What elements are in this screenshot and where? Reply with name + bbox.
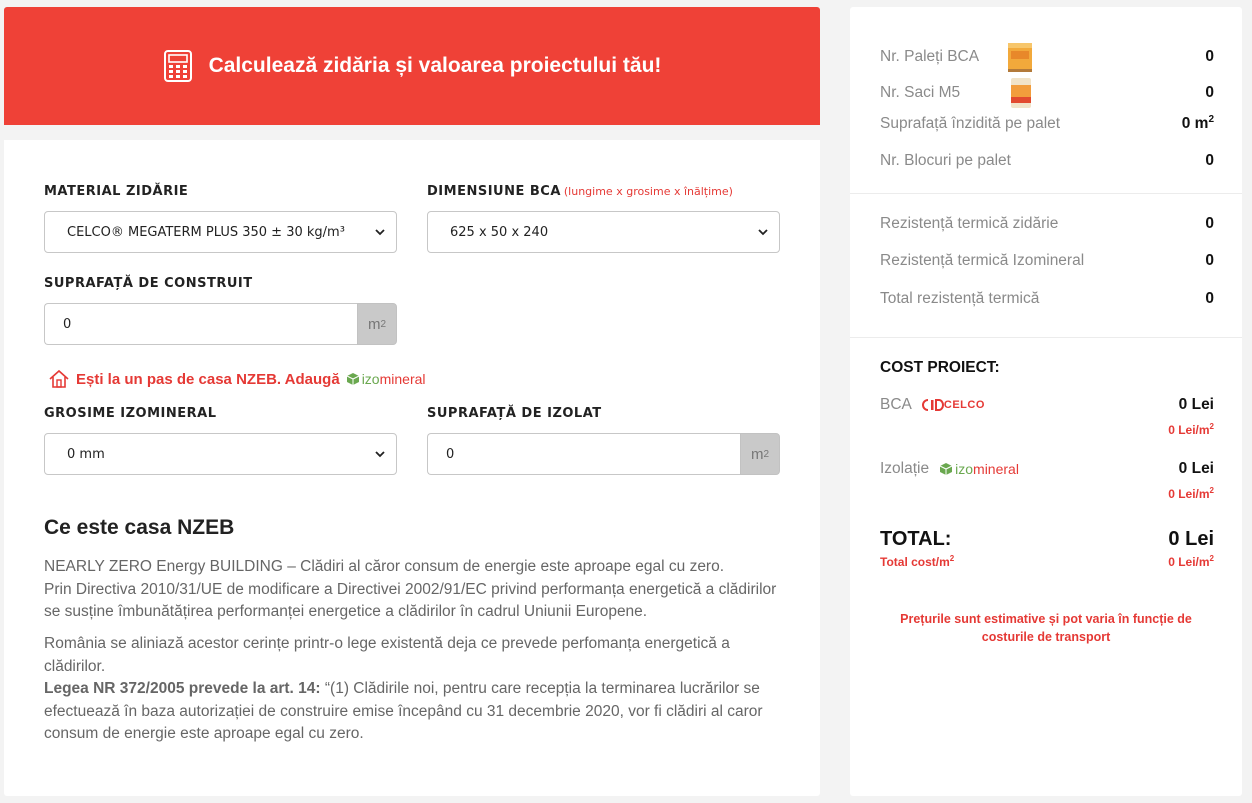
- suprafata-palet-sup: 2: [1208, 114, 1214, 125]
- izo-thickness-value: 0 mm: [67, 446, 105, 462]
- izolatie-cost-label: Izolație: [880, 460, 930, 477]
- divider: [850, 337, 1242, 338]
- cost-row-bca: [880, 396, 1214, 414]
- rez-izo-value: 0: [1205, 252, 1214, 269]
- paleti-label: Nr. Paleți BCA: [880, 48, 980, 65]
- material-label-text: MATERIAL ZIDĂRIE: [44, 184, 189, 199]
- chevron-down-icon: [374, 226, 386, 238]
- surface-label: [44, 276, 253, 291]
- rez-zidarie-value: 0: [1205, 215, 1214, 232]
- nzeb-info-paragraph-2: [44, 633, 784, 746]
- surface-unit-text: m: [367, 315, 381, 333]
- summary-row-rez-zidarie: [880, 215, 1214, 233]
- izomineral-logo-part1: izo: [955, 461, 974, 477]
- blocuri-label: Nr. Blocuri pe palet: [880, 152, 1011, 169]
- summary-row-rez-total: [880, 290, 1214, 308]
- summary-row-suprafata-palet: [880, 114, 1214, 133]
- material-select-value: CELCO® MEGATERM PLUS 350 ± 30 kg/m³: [67, 224, 345, 240]
- summary-panel: [850, 7, 1242, 796]
- mortar-bag-image: [1008, 77, 1034, 109]
- izomineral-logo-part1: izo: [361, 371, 380, 387]
- izolatie-cost-per-m2: [1168, 486, 1214, 501]
- izo-surface-label-text: SUPRAFAȚĂ DE IZOLAT: [427, 406, 602, 421]
- surface-input-group: [44, 303, 397, 345]
- nzeb-info-p2-line1: România se aliniază acestor cerințe printr-o lege existentă deja ce prevede perfomanța energetică a clădirilor.: [44, 635, 730, 675]
- izo-surface-unit-sup: 2: [763, 448, 770, 460]
- celco-logo: [922, 399, 985, 411]
- chevron-down-icon: [757, 226, 769, 238]
- izomineral-logo-part2: mineral: [973, 461, 1019, 477]
- surface-input[interactable]: [44, 303, 357, 345]
- izolatie-cost-per-m2-text: 0 Lei/m: [1168, 487, 1210, 501]
- chevron-down-icon: [374, 448, 386, 460]
- cost-title: COST PROIECT:: [880, 359, 1000, 376]
- dimension-label-text: DIMENSIUNE BCA: [427, 184, 561, 199]
- summary-row-rez-izo: [880, 252, 1214, 270]
- bca-cost-label: BCA: [880, 396, 912, 413]
- izolatie-cost-value: 0 Lei: [1178, 460, 1214, 477]
- surface-unit: [357, 303, 397, 345]
- izo-surface-label: [427, 406, 602, 421]
- law-quote: “(1) Clădirile noi, pentru care recepția la terminarea lucrărilor se efectuează în baza autorizației de construire emise începând cu 31 decembrie 2020, vor fi clădiri al caror consum de energie este aproape egal cu zero.: [44, 680, 763, 742]
- nzeb-promo[interactable]: [48, 369, 426, 389]
- saci-label: Nr. Saci M5: [880, 84, 961, 101]
- bca-pallet-image: [1007, 41, 1033, 73]
- calculator-banner: [4, 7, 820, 125]
- izo-surface-unit: [740, 433, 780, 475]
- izolatie-cost-per-m2-sup: 2: [1209, 486, 1214, 495]
- izomineral-logo-part2: mineral: [379, 371, 426, 387]
- suprafata-palet-value: 0 m: [1181, 115, 1209, 133]
- summary-row-blocuri: [880, 152, 1214, 170]
- dimension-select-value: 625 x 50 x 240: [450, 224, 549, 240]
- izo-surface-input-group: [427, 433, 780, 475]
- calculator-icon: [163, 49, 193, 83]
- celco-logo-text: CELCO: [943, 399, 985, 411]
- paleti-value: 0: [1205, 48, 1214, 65]
- dimension-select[interactable]: [427, 211, 780, 253]
- izo-surface-unit-text: m: [750, 445, 764, 463]
- nzeb-info-paragraph-1: [44, 556, 784, 624]
- nzeb-info-p1-line2: Prin Directiva 2010/31/UE de modificare a Directivei 2002/91/EC privind performanța energetică a clădirilor se susține îmbunătățirea performanței energetice a clădirilor în cadrul Uniunii Europene.: [44, 580, 777, 620]
- izomineral-logo: [939, 461, 1019, 477]
- total-cost-per-m2: [1168, 554, 1214, 569]
- material-select[interactable]: [44, 211, 397, 253]
- izo-thickness-label-text: GROSIME IZOMINERAL: [44, 406, 217, 421]
- price-disclaimer: Prețurile sunt estimative și pot varia în funcție de costurile de transport: [900, 612, 1192, 644]
- rez-total-value: 0: [1205, 290, 1214, 307]
- izomineral-cube-icon: [346, 372, 360, 386]
- izomineral-cube-icon: [939, 462, 953, 476]
- rez-zidarie-label: Rezistență termică zidărie: [880, 215, 1059, 232]
- surface-input-value: 0: [63, 316, 72, 332]
- material-label: [44, 184, 188, 199]
- bca-cost-per-m2: [1168, 422, 1214, 437]
- nzeb-promo-text: Ești la un pas de casa NZEB. Adaugă: [76, 370, 340, 388]
- law-reference: Legea NR 372/2005 prevede la art. 14:: [44, 680, 321, 697]
- saci-value: 0: [1205, 84, 1214, 101]
- summary-row-paleti: [880, 41, 1214, 73]
- total-label: TOTAL:: [880, 528, 952, 550]
- izomineral-logo: [346, 371, 426, 387]
- rez-izo-label: Rezistență termică Izomineral: [880, 252, 1085, 269]
- total-cost-per-m2-text: 0 Lei/m: [1168, 555, 1210, 569]
- dimension-hint: (lungime x grosime x înălțime): [563, 185, 733, 198]
- cost-row-izolatie: [880, 460, 1214, 478]
- nzeb-info-title: Ce este casa NZEB: [44, 516, 235, 539]
- bca-cost-per-m2-text: 0 Lei/m: [1168, 423, 1210, 437]
- blocuri-value: 0: [1205, 152, 1214, 169]
- banner-title: Calculează zidăria și valoarea proiectului tău!: [208, 54, 662, 77]
- divider: [850, 193, 1242, 194]
- celco-mark-icon: [922, 399, 944, 411]
- suprafata-palet-label: Suprafață înzidită pe palet: [880, 114, 1061, 132]
- bca-cost-value: 0 Lei: [1178, 396, 1214, 413]
- surface-unit-sup: 2: [380, 318, 387, 330]
- dimension-label: [427, 184, 733, 199]
- izo-thickness-label: [44, 406, 216, 421]
- rez-total-label: Total rezistență termică: [880, 290, 1040, 307]
- surface-label-text: SUPRAFAȚĂ DE CONSTRUIT: [44, 276, 253, 291]
- izo-surface-input-value: 0: [446, 446, 455, 462]
- izo-thickness-select[interactable]: [44, 433, 397, 475]
- house-icon: [48, 369, 70, 389]
- total-value: 0 Lei: [1168, 528, 1214, 550]
- izo-surface-input[interactable]: [427, 433, 740, 475]
- total-cost-per-m2-label-sup: 2: [949, 554, 955, 563]
- total-cost-per-m2-label: [880, 554, 954, 569]
- nzeb-info-p1-line1: NEARLY ZERO Energy BUILDING – Clădiri al căror consum de energie este aproape egal cu zero.: [44, 558, 725, 575]
- total-cost-per-m2-label-text: Total cost/m: [880, 555, 950, 569]
- bca-cost-per-m2-sup: 2: [1209, 422, 1214, 431]
- calculator-form: [4, 140, 820, 796]
- total-cost-per-m2-sup: 2: [1209, 554, 1214, 563]
- summary-row-saci: [880, 77, 1214, 109]
